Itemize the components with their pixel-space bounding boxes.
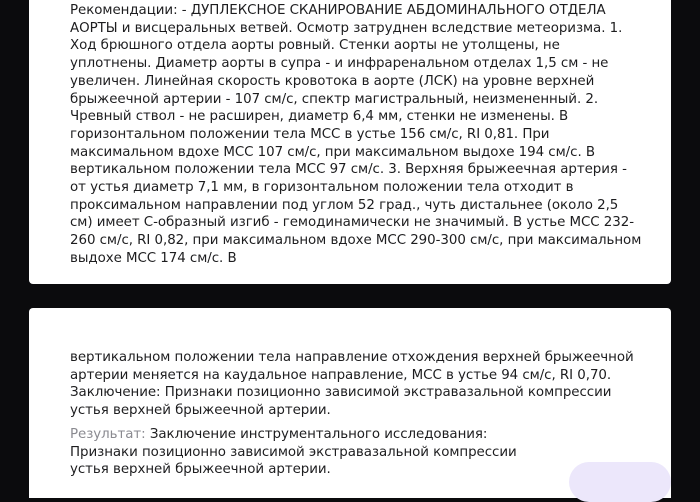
medical-record-card-top (29, 0, 671, 284)
result-text: Заключение инструментального исследования: Признаки позиционно зависимой экстравазальной компрессии устья верхней брыжеечной артерии. (70, 427, 517, 478)
result-label: Результат: (70, 427, 146, 442)
continuation-text: вертикальном положении тела направление отхождения верхней брыжеечной артерии меняется на каудальное направление, МСС в устье 94 см/с, RI 0,70. Заключение: Признаки позиционно зависимой экстравазальной компрессии устья верхней брыжеечной артерии. (70, 350, 634, 419)
result-paragraph (70, 426, 540, 479)
recommendation-text: Рекомендации: - ДУПЛЕКСНОЕ СКАНИРОВАНИЕ АБДОМИНАЛЬНОГО ОТДЕЛА АОРТЫ и висцеральных ветвей. Осмотр затруднен вследствие метеоризма. 1. Ход брюшного отдела аорты ровный. Стенки аорты не утолщены, не уплотнены. Диаметр аорты в супра - и инфраренальном отделах 1,5 см - не увеличен. Линейная скорость кровотока в аорте (ЛСК) на уровне верхней брыжеечной артерии - 107 см/с, спектр магистральный, неизмененный. 2. Чревный ствол - не расширен, диаметр 6,4 мм, стенки не изменены. В горизонтальном положении тела МСС в устье 156 см/с, RI 0,81. При максимальном вдохе МСС 107 см/с, при максимальном выдохе 194 см/с. В вертикальном положении тела МСС 97 см/с. 3. Верхняя брыжеечная артерия - от устья диаметр 7,1 мм, в горизонтальном положении тела отходит в проксимальном направлении под углом 52 град., чуть дистальнее (около 2,5 см) имеет С-образный изгиб - гемодинамически не значимый. В устье МСС 232-260 см/с, RI 0,82, при максимальном вдохе МСС 290-300 см/с, при максимальном выдохе МСС 174 см/с. В (70, 3, 642, 266)
floating-action-button[interactable] (569, 462, 671, 502)
